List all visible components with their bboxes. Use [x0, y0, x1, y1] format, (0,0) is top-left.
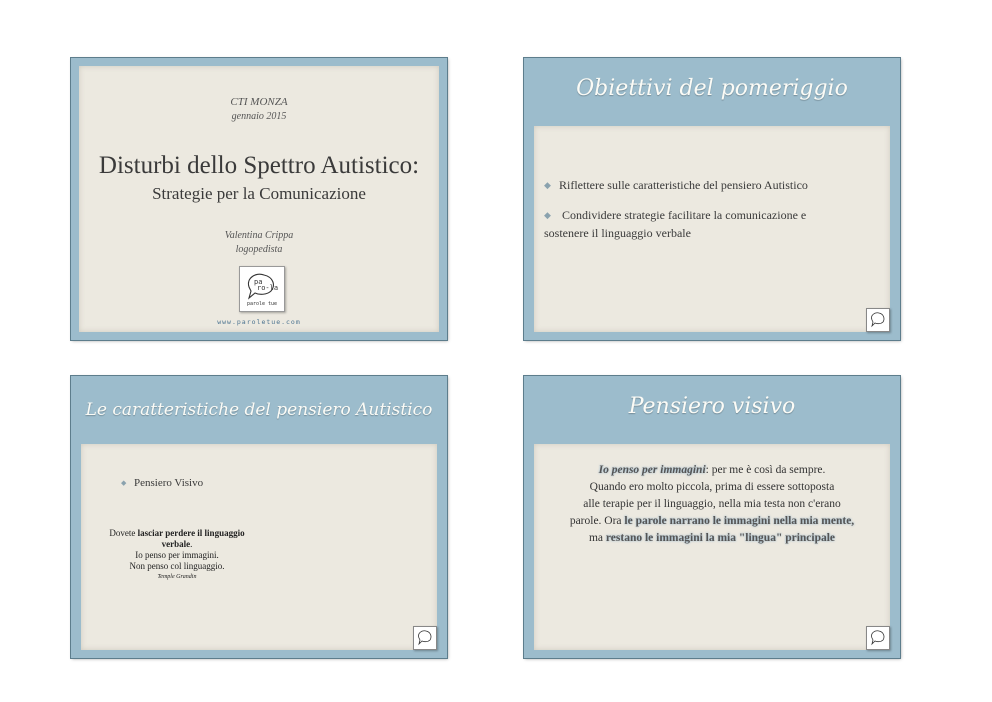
author-role: logopedista — [235, 244, 283, 255]
paroletue-logo — [239, 266, 285, 312]
paroletue-logo-small — [866, 626, 890, 650]
bullet-diamond-icon: ◆ — [121, 479, 127, 487]
quote-paragraph — [554, 462, 870, 547]
slide-paper — [534, 444, 890, 650]
bullet-diamond-icon: ◆ — [544, 180, 551, 190]
paroletue-logo-small — [866, 308, 890, 332]
quote-line: Io penso per immagini: per me è così da sempre. — [598, 464, 826, 476]
slide-title: Le caratteristiche del pensiero Autistico — [85, 400, 433, 420]
bullet-text: Pensiero Visivo — [134, 477, 204, 489]
quote-line: Io penso per immagini. — [135, 550, 219, 560]
svg-text:ro-la: ro-la — [257, 284, 279, 292]
quote-line: alle terapie per il linguaggio, nella mia testa non c'erano — [583, 498, 841, 510]
bullet-item — [121, 474, 321, 492]
quote-source: Temple Grandin — [157, 574, 197, 580]
bullet-item-continued — [544, 224, 884, 242]
author: Valentina Crippa — [224, 230, 294, 241]
institution: CTI MONZA — [230, 96, 288, 108]
quote-emphasis: lasciar perdere il linguaggio — [137, 528, 245, 538]
logo-caption: parole tue — [246, 301, 278, 307]
bullet-item — [544, 176, 884, 194]
quote-line: ma restano le immagini la mia "lingua" principale — [588, 532, 836, 544]
slide-paper — [81, 444, 437, 650]
svg-text:pa: pa — [254, 278, 263, 286]
quote-emphasis: restano le immagini la mia "lingua" principale — [605, 532, 836, 544]
presentation-subtitle: Strategie per la Comunicazione — [152, 184, 366, 203]
bullet-text: Riflettere sulle caratteristiche del pensiero Autistico — [559, 178, 808, 192]
quote-emphasis: le parole narrano le immagini nella mia mente, — [624, 515, 855, 527]
date: gennaio 2015 — [231, 111, 287, 122]
website-url[interactable]: www.paroletue.com — [217, 318, 301, 326]
quote-line: parole. Ora le parole narrano le immagini nella mia mente, — [569, 515, 855, 527]
quote-line: Non penso col linguaggio. — [129, 561, 225, 571]
quote-text: Dovete — [109, 528, 138, 538]
paroletue-logo-small — [413, 626, 437, 650]
slide-1-title[interactable] — [71, 58, 447, 340]
speech-bubble-icon — [414, 627, 436, 649]
speech-bubble-icon — [867, 309, 889, 331]
quote-line: Quando ero molto piccola, prima di essere sottoposta — [589, 481, 835, 493]
quote-line: verbale. — [161, 539, 193, 549]
speech-bubble-icon — [867, 627, 889, 649]
bullet-item — [544, 206, 884, 224]
slide-2-objectives[interactable] — [524, 58, 900, 340]
slide-4-visual-thinking[interactable] — [524, 376, 900, 658]
slide-title: Obiettivi del pomeriggio — [576, 76, 848, 101]
bullet-text: Condividere strategie facilitare la comunicazione e — [562, 208, 807, 222]
presentation-title: Disturbi dello Spettro Autistico: — [98, 152, 420, 179]
slide-3-characteristics[interactable] — [71, 376, 447, 658]
slide-paper — [79, 66, 439, 332]
temple-grandin-quote — [87, 528, 267, 583]
speech-bubble-icon — [240, 267, 284, 303]
quote-emphasis: Io penso per immagini — [598, 464, 706, 476]
slide-paper — [534, 126, 890, 332]
bullet-text: sostenere il linguaggio verbale — [544, 226, 691, 240]
quote-emphasis: verbale — [161, 539, 191, 549]
quote-line — [87, 528, 267, 539]
bullet-diamond-icon: ◆ — [544, 210, 551, 220]
slide-title: Pensiero visivo — [628, 394, 796, 419]
